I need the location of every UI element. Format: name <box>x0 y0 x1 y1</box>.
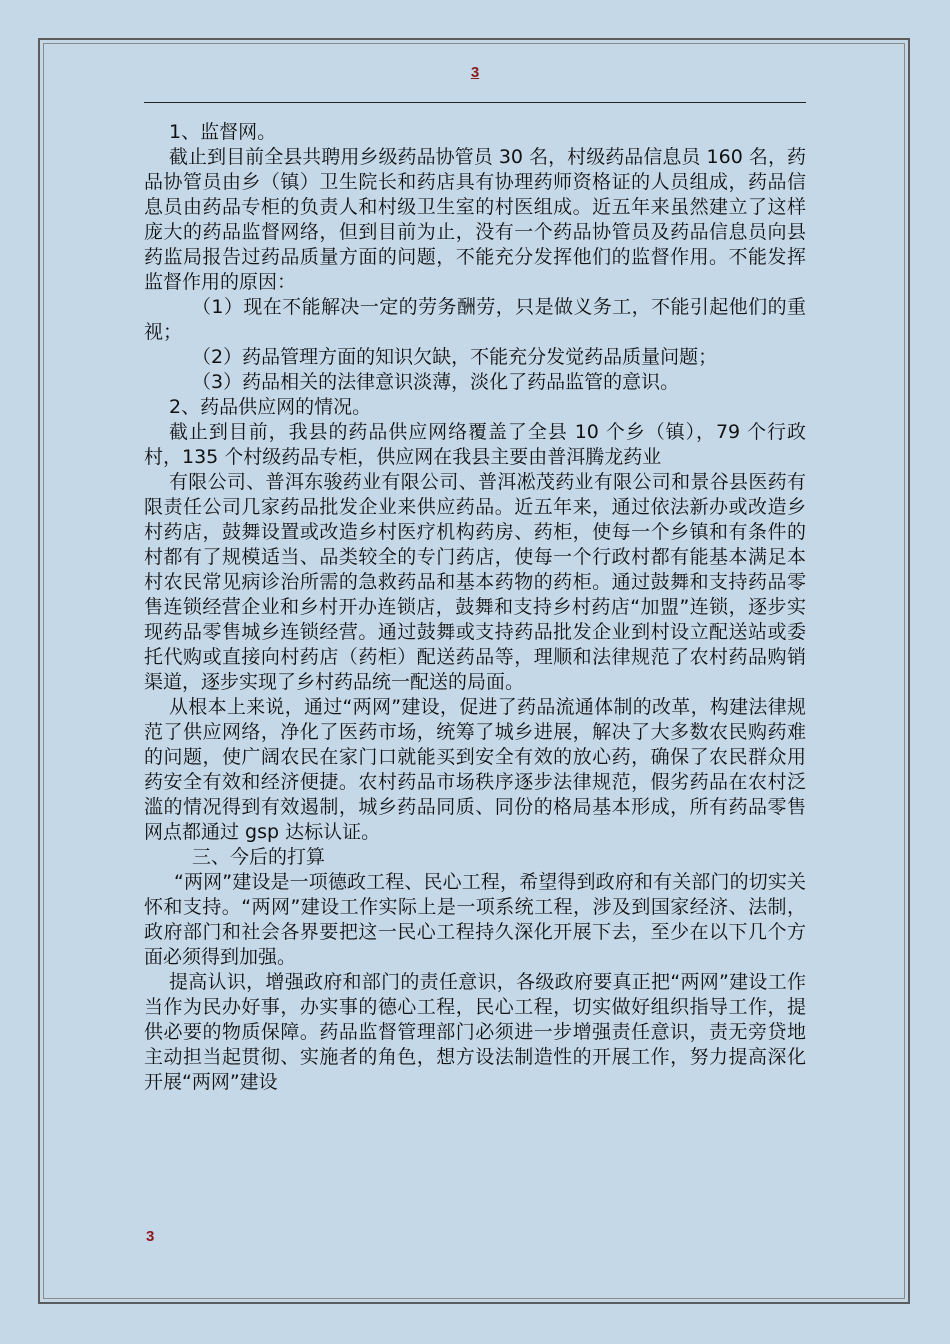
header-page-number <box>0 64 950 81</box>
body-paragraph: 截止到目前，我县的药品供应网络覆盖了全县 10 个乡（镇），79 个行政村，135 个村级药品专柜，供应网在我县主要由普洱腾龙药业 <box>144 421 806 468</box>
header-page-number-text: 3 <box>470 64 480 81</box>
footer-page-number: 3 <box>146 1228 155 1245</box>
body-paragraph: 截止到目前全县共聘用乡级药品协管员 30 名，村级药品信息员 160 名，药品协管员由乡（镇）卫生院长和药店具有协理药师资格证的人员组成，药品信息员由药品专柜的负责人和村级卫生室的村医组成。近五年来虽然建立了这样庞大的药品监督网络，但到目前为止，没有一个药品协管员及药品信息员向县药监局报告过药品质量方面的问题，不能充分发挥他们的监督作用。不能发挥监督作用的原因： <box>144 146 806 293</box>
body-paragraph: （3）药品相关的法律意识淡薄，淡化了药品监管的意识。 <box>192 371 680 393</box>
body-paragraph: 从根本上来说，通过“两网”建设，促进了药品流通体制的改革，构建法律规范了供应网络，净化了医药市场，统筹了城乡进展，解决了大多数农民购药难的问题，使广阔农民在家门口就能买到安全有效的放心药，确保了农民群众用药安全有效和经济便捷。农村药品市场秩序逐步法律规范，假劣药品在农村泛滥的情况得到有效遏制，城乡药品同质、同份的格局基本形成，所有药品零售网点都通过 gsp 达标认证。 <box>144 696 806 843</box>
document-body <box>144 120 806 1095</box>
body-paragraph: （2）药品管理方面的知识欠缺，不能充分发觉药品质量问题； <box>192 346 718 368</box>
body-paragraph: （1）现在不能解决一定的劳务酬劳，只是做义务工，不能引起他们的重视； <box>144 296 806 343</box>
body-paragraph: 1、监督网。 <box>169 121 277 143</box>
body-paragraph: “两网”建设是一项德政工程、民心工程，希望得到政府和有关部门的切实关怀和支持。“两网”建设工作实际上是一项系统工程，涉及到国家经济、法制，政府部门和社会各界要把这一民心工程持久深化开展下去，至少在以下几个方面必须得到加强。 <box>144 871 806 968</box>
body-paragraph: 三、今后的打算 <box>192 846 326 868</box>
body-paragraph: 有限公司、普洱东骏药业有限公司、普洱凇茂药业有限公司和景谷县医药有限责任公司几家药品批发企业来供应药品。近五年来，通过依法新办或改造乡村药店，鼓舞设置或改造乡村医疗机构药房、药柜，使每一个乡镇和有条件的村都有了规模适当、品类较全的专门药店，使每一个行政村都有能基本满足本村农民常见病诊治所需的急救药品和基本药物的药柜。通过鼓舞和支持药品零售连锁经营企业和乡村开办连锁店，鼓舞和支持乡村药店“加盟”连锁，逐步实现药品零售城乡连锁经营。通过鼓舞或支持药品批发企业到村设立配送站或委托代购或直接向村药店（药柜）配送药品等，理顺和法律规范了农村药品购销渠道，逐步实现了乡村药品统一配送的局面。 <box>144 471 806 693</box>
body-paragraph: 提高认识，增强政府和部门的责任意识，各级政府要真正把“两网”建设工作当作为民办好事，办实事的德心工程，民心工程，切实做好组织指导工作，提供必要的物质保障。药品监督管理部门必须进一步增强责任意识，责无旁贷地主动担当起贯彻、实施者的角色，想方设法制造性的开展工作，努力提高深化开展“两网”建设 <box>144 971 806 1093</box>
header-divider <box>144 102 806 103</box>
body-paragraph: 2、药品供应网的情况。 <box>169 396 372 418</box>
